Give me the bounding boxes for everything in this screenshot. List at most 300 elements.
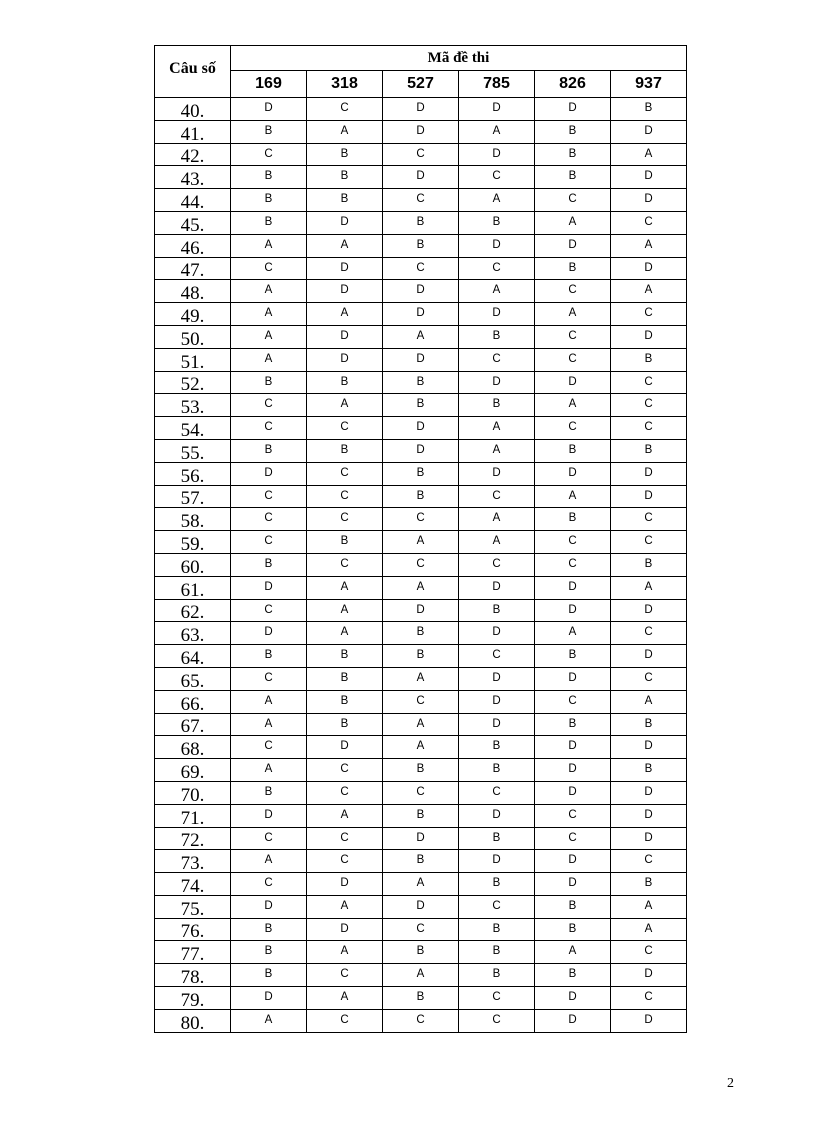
answer-cell: A [611,234,687,257]
table-row [155,827,687,850]
answer-cell: D [611,257,687,280]
answer-cell: A [611,576,687,599]
answer-cell: B [383,462,459,485]
table-row [155,781,687,804]
answer-cell: A [307,599,383,622]
answer-cell: D [307,918,383,941]
answer-cell: D [611,804,687,827]
answer-cell: D [459,713,535,736]
answer-cell: D [535,736,611,759]
answer-cell: B [231,439,307,462]
answer-cell: A [383,576,459,599]
answer-cell: A [231,1009,307,1032]
table-row [155,576,687,599]
answer-cell: B [231,371,307,394]
question-number: 70. [155,781,231,804]
answer-cell: D [383,599,459,622]
answer-cell: D [231,987,307,1010]
answer-cell: B [307,667,383,690]
answer-cell: B [611,759,687,782]
table-row [155,98,687,121]
answer-cell: B [611,439,687,462]
question-number: 65. [155,667,231,690]
answer-cell: B [383,622,459,645]
question-number: 43. [155,166,231,189]
answer-cell: B [459,759,535,782]
question-number: 60. [155,553,231,576]
answer-cell: D [231,462,307,485]
answer-cell: D [459,303,535,326]
answer-cell: B [307,143,383,166]
answer-cell: D [611,462,687,485]
answer-cell: C [383,690,459,713]
answer-cell: D [459,690,535,713]
answer-cell: C [383,918,459,941]
answer-cell: C [307,98,383,121]
answer-cell: A [535,211,611,234]
question-number: 54. [155,417,231,440]
answer-cell: D [383,895,459,918]
question-number: 73. [155,850,231,873]
question-number: 42. [155,143,231,166]
answer-cell: A [307,394,383,417]
answer-key-table [154,45,687,1033]
answer-cell: C [231,827,307,850]
answer-cell: B [383,371,459,394]
answer-cell: D [535,98,611,121]
answer-cell: B [231,918,307,941]
question-number: 46. [155,234,231,257]
answer-cell: A [231,713,307,736]
answer-cell: C [535,804,611,827]
answer-cell: B [307,645,383,668]
answer-cell: D [383,166,459,189]
answer-cell: D [459,622,535,645]
answer-cell: D [383,280,459,303]
question-number: 67. [155,713,231,736]
answer-cell: B [307,713,383,736]
question-number: 63. [155,622,231,645]
answer-cell: C [611,508,687,531]
answer-cell: C [307,850,383,873]
exam-codes-row [155,71,687,98]
answer-cell: D [383,348,459,371]
question-number: 69. [155,759,231,782]
question-number: 58. [155,508,231,531]
answer-cell: B [307,531,383,554]
answer-cell: D [611,1009,687,1032]
question-number: 77. [155,941,231,964]
answer-cell: A [459,531,535,554]
answer-cell: A [383,667,459,690]
answer-cell: B [459,873,535,896]
question-number: 80. [155,1009,231,1032]
answer-cell: C [535,553,611,576]
answer-cell: C [307,964,383,987]
answer-cell: B [459,211,535,234]
answer-cell: C [535,189,611,212]
answer-cell: A [383,325,459,348]
table-row [155,257,687,280]
answer-cell: B [231,211,307,234]
answer-cell: D [611,827,687,850]
answer-cell: B [535,166,611,189]
answer-cell: C [611,941,687,964]
answer-cell: B [459,394,535,417]
answer-cell: D [383,827,459,850]
question-number: 55. [155,439,231,462]
table-row [155,759,687,782]
answer-cell: C [611,622,687,645]
answer-cell: C [231,599,307,622]
answer-cell: B [383,234,459,257]
question-number: 41. [155,120,231,143]
table-row [155,394,687,417]
answer-cell: A [307,234,383,257]
answer-cell: D [307,280,383,303]
answer-cell: B [535,143,611,166]
answer-cell: D [231,98,307,121]
answer-cell: B [535,895,611,918]
answer-cell: C [459,645,535,668]
answer-cell: A [307,895,383,918]
answer-cell: B [383,987,459,1010]
answer-cell: D [459,143,535,166]
answer-cell: D [611,485,687,508]
answer-cell: B [535,918,611,941]
answer-cell: A [307,303,383,326]
answer-cell: B [459,918,535,941]
answer-cell: D [383,120,459,143]
answer-cell: A [459,439,535,462]
answer-cell: D [307,257,383,280]
answer-cell: B [459,599,535,622]
question-number: 75. [155,895,231,918]
table-row [155,713,687,736]
table-row [155,120,687,143]
table-row [155,189,687,212]
question-number: 52. [155,371,231,394]
answer-cell: D [383,439,459,462]
answer-cell: C [383,189,459,212]
table-row [155,918,687,941]
answer-cell: A [459,120,535,143]
exam-code-169: 169 [231,71,307,98]
answer-cell: D [611,781,687,804]
answer-cell: D [611,599,687,622]
answer-cell: C [231,257,307,280]
answer-cell: B [231,645,307,668]
answer-cell: A [307,941,383,964]
answer-cell: B [383,941,459,964]
question-number: 44. [155,189,231,212]
question-number: 62. [155,599,231,622]
answer-cell: D [231,895,307,918]
answer-cell: C [307,759,383,782]
answer-cell: C [535,417,611,440]
answer-cell: D [307,873,383,896]
exam-code-527: 527 [383,71,459,98]
answer-cell: A [535,622,611,645]
answer-cell: D [307,348,383,371]
answer-cell: B [535,713,611,736]
answer-cell: B [535,257,611,280]
question-number: 49. [155,303,231,326]
question-number: 56. [155,462,231,485]
answer-cell: C [307,1009,383,1032]
answer-cell: B [383,394,459,417]
answer-cell: C [611,394,687,417]
table-row [155,531,687,554]
answer-cell: D [611,166,687,189]
answer-cell: D [535,371,611,394]
answer-cell: D [307,325,383,348]
question-number: 76. [155,918,231,941]
table-row [155,690,687,713]
answer-cell: B [535,120,611,143]
answer-cell: D [459,462,535,485]
answer-cell: A [459,189,535,212]
answer-cell: A [383,531,459,554]
page-number: 2 [727,1076,734,1091]
answer-cell: D [535,987,611,1010]
answer-cell: B [611,348,687,371]
answer-cell: C [535,325,611,348]
answer-cell: B [307,439,383,462]
table-row [155,804,687,827]
answer-cell: D [459,804,535,827]
answer-cell: C [383,143,459,166]
table-row [155,280,687,303]
table-row [155,417,687,440]
answer-cell: C [383,257,459,280]
answer-cell: B [307,189,383,212]
answer-cell: B [459,964,535,987]
answer-cell: B [231,553,307,576]
answer-cell: A [383,713,459,736]
answer-cell: A [535,303,611,326]
answer-rows [155,98,687,1033]
question-number: 45. [155,211,231,234]
answer-cell: C [611,371,687,394]
answer-cell: D [535,873,611,896]
answer-cell: C [535,827,611,850]
answer-cell: B [611,713,687,736]
question-number: 64. [155,645,231,668]
answer-cell: A [535,394,611,417]
answer-cell: B [383,850,459,873]
question-number: 51. [155,348,231,371]
header-row-top [155,46,687,71]
answer-cell: D [459,576,535,599]
answer-cell: C [231,485,307,508]
answer-cell: A [231,234,307,257]
answer-cell: C [383,1009,459,1032]
answer-cell: D [535,234,611,257]
answer-cell: C [231,667,307,690]
table-row [155,439,687,462]
answer-cell: A [307,576,383,599]
answer-cell: C [307,417,383,440]
answer-cell: B [611,98,687,121]
answer-cell: B [307,690,383,713]
answer-cell: D [535,759,611,782]
answer-cell: B [611,873,687,896]
answer-cell: A [307,622,383,645]
answer-cell: D [459,371,535,394]
answer-cell: C [307,462,383,485]
answer-cell: A [611,143,687,166]
table-row [155,1009,687,1032]
answer-cell: B [459,736,535,759]
answer-cell: B [231,189,307,212]
table-row [155,667,687,690]
answer-cell: B [231,781,307,804]
answer-cell: D [535,462,611,485]
table-row [155,850,687,873]
question-number: 53. [155,394,231,417]
table-row [155,462,687,485]
answer-cell: C [611,850,687,873]
answer-cell: A [383,964,459,987]
answer-cell: B [231,941,307,964]
answer-cell: C [459,348,535,371]
question-number: 40. [155,98,231,121]
answer-cell: B [535,439,611,462]
answer-cell: D [611,325,687,348]
answer-cell: D [459,850,535,873]
question-number: 66. [155,690,231,713]
table-row [155,485,687,508]
answer-cell: D [231,804,307,827]
answer-cell: A [231,303,307,326]
answer-cell: C [459,257,535,280]
answer-cell: B [459,325,535,348]
table-row [155,211,687,234]
answer-cell: B [459,827,535,850]
question-number: 72. [155,827,231,850]
answer-cell: D [383,417,459,440]
table-row [155,964,687,987]
question-number: 74. [155,873,231,896]
table-row [155,941,687,964]
answer-cell: C [611,531,687,554]
answer-cell: D [611,189,687,212]
table-row [155,508,687,531]
answer-cell: A [383,736,459,759]
answer-cell: C [231,531,307,554]
question-number: 57. [155,485,231,508]
question-number: 50. [155,325,231,348]
answer-cell: B [307,166,383,189]
answer-cell: C [231,508,307,531]
answer-cell: C [307,485,383,508]
answer-cell: B [231,964,307,987]
answer-cell: C [459,553,535,576]
answer-cell: D [459,667,535,690]
question-number-header: Câu số [155,46,231,98]
answer-cell: C [231,143,307,166]
answer-cell: B [231,120,307,143]
exam-code-header: Mã đề thi [231,46,687,71]
table-row [155,599,687,622]
answer-cell: B [307,371,383,394]
answer-cell: D [611,964,687,987]
answer-cell: A [459,508,535,531]
question-number: 71. [155,804,231,827]
answer-cell: B [535,508,611,531]
answer-cell: B [383,645,459,668]
table-row [155,166,687,189]
answer-cell: C [231,394,307,417]
answer-cell: C [611,987,687,1010]
answer-cell: C [611,303,687,326]
answer-cell: A [231,850,307,873]
answer-cell: C [383,781,459,804]
answer-cell: D [231,622,307,645]
table-row [155,303,687,326]
table-row [155,622,687,645]
answer-cell: C [307,781,383,804]
answer-cell: A [231,690,307,713]
answer-cell: B [459,941,535,964]
answer-cell: B [535,964,611,987]
table-row [155,371,687,394]
answer-cell: D [459,98,535,121]
question-number: 59. [155,531,231,554]
answer-cell: D [535,667,611,690]
answer-cell: D [611,120,687,143]
question-number: 61. [155,576,231,599]
answer-cell: C [459,485,535,508]
answer-cell: A [459,417,535,440]
answer-cell: D [231,576,307,599]
answer-cell: C [383,508,459,531]
answer-cell: D [611,736,687,759]
answer-cell: A [307,120,383,143]
answer-cell: D [535,1009,611,1032]
answer-cell: C [459,895,535,918]
exam-code-785: 785 [459,71,535,98]
table-row [155,736,687,759]
answer-cell: C [307,553,383,576]
table-row [155,348,687,371]
answer-cell: A [459,280,535,303]
answer-cell: A [535,941,611,964]
table-row [155,234,687,257]
answer-cell: C [535,531,611,554]
answer-cell: A [611,895,687,918]
answer-cell: D [535,781,611,804]
answer-cell: D [459,234,535,257]
answer-cell: A [231,348,307,371]
answer-cell: A [231,759,307,782]
answer-cell: D [307,211,383,234]
answer-cell: C [459,1009,535,1032]
answer-cell: C [611,667,687,690]
answer-cell: A [231,325,307,348]
question-number: 48. [155,280,231,303]
answer-cell: A [231,280,307,303]
answer-cell: C [611,417,687,440]
answer-cell: C [459,781,535,804]
table-row [155,645,687,668]
answer-cell: C [383,553,459,576]
answer-cell: C [231,873,307,896]
answer-cell: A [307,987,383,1010]
answer-cell: B [383,485,459,508]
answer-cell: C [307,508,383,531]
